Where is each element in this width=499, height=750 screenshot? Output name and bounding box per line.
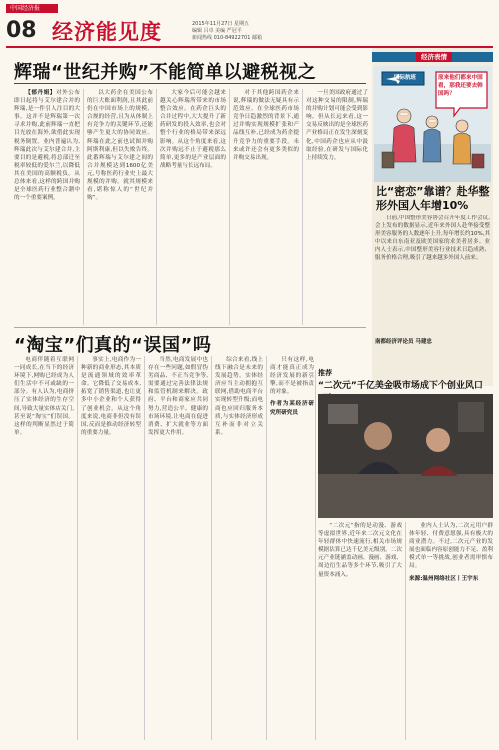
recommend-author: 来源:温州网络社区丨王宇东 xyxy=(409,575,479,582)
article2-text5: 只有这样,电商才能真正成为经济发展的新引擎,而不是被指责的对象。 xyxy=(270,357,314,396)
cartoon-illustration xyxy=(374,66,491,182)
article2-col5 xyxy=(270,356,314,740)
col-divider xyxy=(77,356,78,740)
article2-col1 xyxy=(14,356,74,740)
col-divider xyxy=(144,356,145,740)
col-divider xyxy=(156,89,157,325)
article1-text4: 对于其他跨国药企来说,辉瑞的做法无疑具有示范效应。在全球医药市场竞争日趋激烈的背景下,通过并购实现规模扩张和产品线互补,已经成为药企提升竞争力的重要手段。未来或许还会有更多类似的并购交易出现。 xyxy=(233,90,299,161)
sidebar-box xyxy=(372,48,493,386)
meta-phone: 新闻热线 010-84922701 邮箱 xyxy=(192,35,262,41)
meta-date: 2015年11月27日 星期五 xyxy=(192,21,250,27)
article1-col5 xyxy=(306,89,368,325)
article1-col1 xyxy=(14,89,80,325)
recommend-label: 推荐 xyxy=(318,369,332,377)
col-divider xyxy=(83,89,84,325)
page-meta xyxy=(192,21,292,42)
article2-col2 xyxy=(81,356,141,740)
article1-col3 xyxy=(160,89,226,325)
sidebar-tag: 经济表情 xyxy=(416,52,452,62)
cartoon-bubble-text: 原来他们都来中国看，那我还要去韩国吗？ xyxy=(438,75,483,97)
col-divider xyxy=(229,89,230,325)
page-number: 08 xyxy=(6,18,37,43)
col-divider xyxy=(315,370,316,740)
article1-text3: 大家今后可能会越来越关心辉瑞所带来的市场整合效应。在药企巨头的合并过程中,大大提升了新药研发的投入效率,也会对整个行业的格局带来深远影响。从这个角度来看,这次并购远不止于避税那么简单,更多的是产业层面的战略考量与长远布局。 xyxy=(160,90,226,169)
article1-text1: 对外公布即日起将与艾尔建合并的辉瑞,是一件引人注目的大事。这并不是辉瑞第一次寻求并购,此前辉瑞一直把目光放在海外,欲借此实现税务倒置。业内普遍认为,辉瑞此次与艾尔建合并,主要目的是避税,将总部迁至税率较低的爱尔兰,以降低其在美国的高额税负。从总体来看,这样的跨国并购是全球医药行业整合潮中的一个重要案例。 xyxy=(14,90,80,202)
recommend-col2 xyxy=(409,522,493,740)
article2-col3 xyxy=(148,356,208,740)
sidebar-text: 日前,中国整形美容协会召开年度工作会议,会上发布的数据显示,近年来外国人赴华接受整形美容服务的人数逐年上升,每年增长约10%,其中以来自东南亚及欧美国家的求美者居多。业内人士表示,中国整形美容行业技术日趋成熟、服务价格合理,吸引了越来越多外国人前来。 xyxy=(375,215,490,261)
col-divider xyxy=(302,89,303,325)
meta-editor: 编辑 吕卓 美编 严冠平 xyxy=(192,28,242,34)
article2-text4: 综合来看,线上线下融合是未来的发展趋势。实体经济应当主动拥抱互联网,借助电商平台实现转型升级;而电商也应回归服务本质,与实体经济形成互补而非对立关系。 xyxy=(215,357,263,436)
recommend-col1 xyxy=(318,522,402,740)
page-header xyxy=(6,4,493,48)
recommend-text1: “二次元”指的是动漫、游戏等虚拟世界,近年来二次元文化在年轻群体中快速流行,相关市场规模据估算已达千亿美元级别。二次元产业链涵盖动画、漫画、游戏、周边衍生品等多个环节,吸引了大量资本涌入。 xyxy=(318,523,402,578)
sidebar-author: 南都经济评论员 马建忠 xyxy=(375,339,432,345)
article1-byline: 【郁丹娟】 xyxy=(25,90,56,96)
article2-text1: 电商伴随着互联网一同成长,在当下的经济环境下,网购已经成为人们生活中不可或缺的一部分。有人认为,电商挤压了实体经济的生存空间,导致大量实体店关门,甚至说“淘宝”们误国。这样的判断显然过于简单。 xyxy=(14,357,74,436)
headline-rule xyxy=(14,83,366,84)
article1-text2: 以大药企在美国公布的巨大账面利润,且其此前仍在中国市场上的规模、合规的经营,且为从体制上有竞争力的关键环节,还能够产生更大的协同效应。辉瑞在此之前也试图并购阿斯利康,但以失败告终。此番辉瑞与艾尔建之间的合并规模达到1600亿美元,号称医药行业史上最大规模的并购。就其规模来看,堪称惊人的“世纪并购”。 xyxy=(87,90,153,202)
col-divider xyxy=(405,522,406,740)
sidebar-tag-bar xyxy=(372,52,493,62)
photo-svg xyxy=(318,394,493,518)
article2-col4 xyxy=(215,356,263,740)
section-divider xyxy=(14,327,366,328)
article1-text5: 一旦美国政府通过了对这种交易的限制,辉瑞的并购计划可能会受到影响。但从长远来看,这一交易反映出的是全球医药产业格局正在发生深刻变化,中国药企也应从中汲取经验,在研发与国际化上持续发力。 xyxy=(306,90,368,161)
sidebar-title: 比“密恋”靠谱？赴华整形外国人年增10% xyxy=(376,185,490,212)
page-title: 经济能见度 xyxy=(52,20,162,44)
section-tag: 中国经济报 xyxy=(6,4,58,13)
article1-headline: 辉瑞“世纪并购”不能简单以避税视之 xyxy=(14,62,317,83)
article1-col2 xyxy=(87,89,153,325)
col-divider xyxy=(266,356,267,740)
article2-author: 作者为某经济研究所研究员 xyxy=(270,401,314,416)
article2-text2: 事实上,电商作为一种新的商业形态,其本质是流通领域的效率革命。它降低了交易成本,拓宽了销售渠道,也让更多中小企业和个人获得了创业机会。从这个角度来说,电商非但没有误国,反而是推动经济转型的重要力量。 xyxy=(81,357,141,436)
recommend-photo xyxy=(318,394,493,518)
recommend-title: “二次元”千亿美金吸市场成下个创业风口 xyxy=(318,381,483,391)
article2-text3: 当然,电商发展中也存在一些问题,如假冒伪劣商品、不正当竞争等,需要通过完善法律法规和监管机制来解决。政府、平台和商家应共同努力,营造公平、健康的市场环境,让电商在促进消费、扩大就业等方面发挥更大作用。 xyxy=(148,357,208,436)
article2-headline: “淘宝”们真的“误国”吗 xyxy=(14,335,212,356)
recommend-text2: 业内人士认为,二次元用户群体年轻、付费意愿强,具有极大的商业潜力。不过,二次元产业的发展也面临内容原创能力不足、盈利模式单一等挑战,创业者需审慎布局。 xyxy=(409,523,493,570)
col-divider xyxy=(211,356,212,740)
article1-col4 xyxy=(233,89,299,325)
cartoon-sign-text: 国际航班 xyxy=(394,75,417,81)
